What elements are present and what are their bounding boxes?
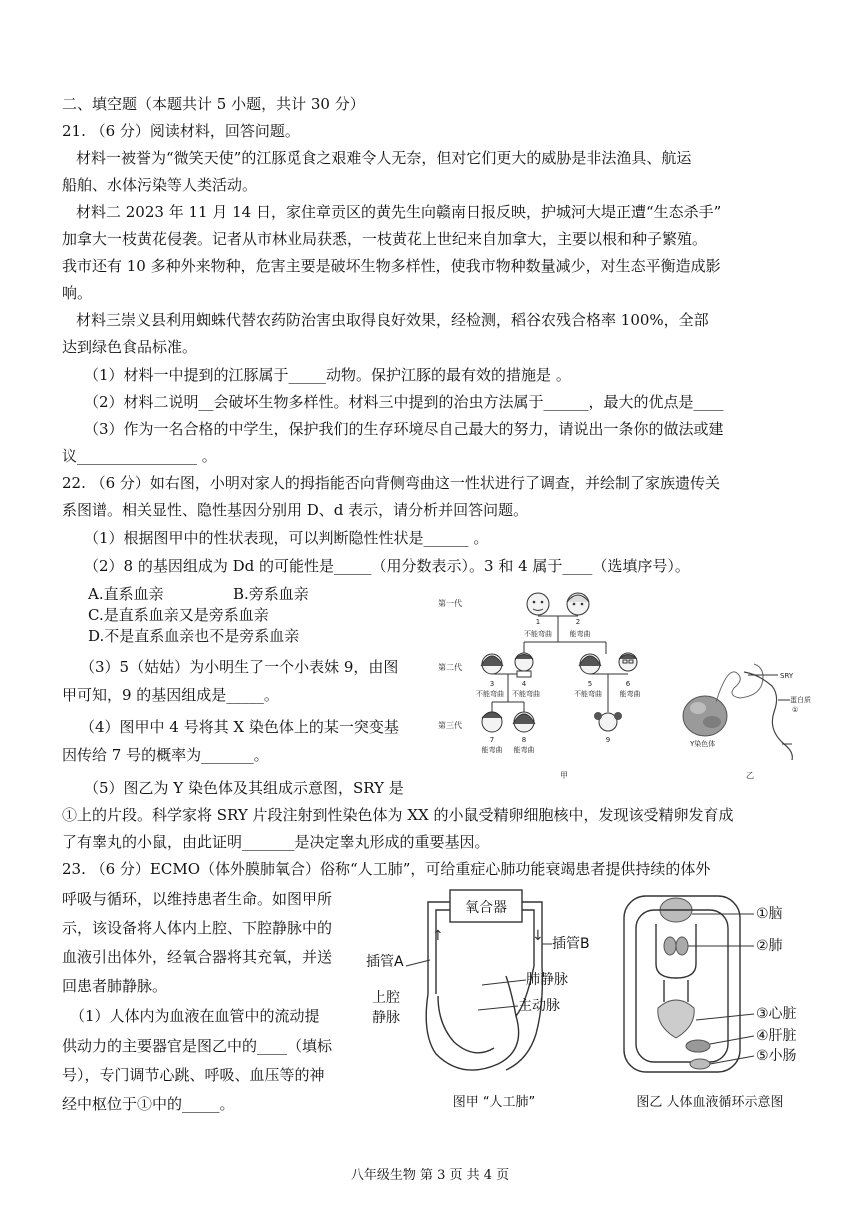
q22-sub5-line3: 了有睾丸的小鼠，由此证明_______是决定睾丸形成的重要基因。 [62, 833, 490, 851]
liver-icon [686, 1040, 710, 1052]
trait-1: 不能弯曲 [524, 630, 552, 638]
sry-label: SRY [780, 672, 794, 680]
q21-stem: 21. （6 分）阅读材料，回答问题。 [62, 122, 300, 140]
circulation-figure [604, 884, 820, 1124]
label-6: 6 [625, 680, 631, 688]
y-chromosome-icon [683, 696, 727, 736]
svc-label-line1: 上腔 [372, 990, 400, 1006]
intestine-icon [690, 1059, 710, 1069]
q21-sub1: （1）材料一中提到的江豚属于_____动物。保护江豚的最有效的措施是 。 [84, 366, 571, 384]
lung-label: ②肺 [756, 938, 783, 954]
page-footer: 八年级生物 第 3 页 共 4 页 [350, 1168, 510, 1183]
intestine-label: ⑤小肠 [756, 1048, 797, 1064]
trait-6: 能弯曲 [619, 690, 641, 698]
tube-b-label: 插管B [552, 936, 590, 952]
section-title: 二、填空题（本题共计 5 小题，共计 30 分） [62, 95, 365, 113]
q22-sub3-line2: 甲可知，9 的基因组成是_____。 [62, 686, 279, 704]
q22-sub5-line1: （5）图乙为 Y 染色体及其组成示意图，SRY 是 [84, 779, 404, 797]
q23-sub1-line4: 经中枢位于①中的_____。 [62, 1095, 235, 1113]
ecmo-caption: 图甲 “人工肺” [452, 1095, 536, 1110]
q21-material3-line1: 材料三崇义县利用蜘蛛代替农药防治害虫取得良好效果，经检测，稻谷农残合格率 100%，全部 [76, 311, 709, 329]
trait-5: 不能弯曲 [574, 690, 602, 698]
person-5-icon [579, 654, 601, 674]
q22-sub3-line1: （3）5（姑姑）为小明生了一个小表妹 9，由图 [80, 658, 399, 676]
q21-material2-line3: 我市还有 10 多种外来物种，危害主要是破坏生物多样性，使我市物种数量减少，对生态平衡造成影 [62, 257, 721, 275]
person-8-icon [513, 712, 535, 732]
protein-label: 蛋白质 [790, 696, 811, 704]
circle1-label: ① [792, 706, 799, 714]
ychrom-label: Y染色体 [690, 740, 716, 748]
q22-sub4-line1: （4）图甲中 4 号将其 X 染色体上的某一突变基 [80, 718, 399, 736]
label-1: 1 [535, 618, 541, 626]
circulation-caption: 图乙 人体血液循环示意图 [636, 1095, 784, 1110]
gen1-label: 第一代 [438, 599, 462, 608]
q23-para-line2: 示，该设备将人体内上腔、下腔静脉中的 [62, 919, 333, 937]
person-4-icon [515, 653, 533, 677]
label-2: 2 [575, 618, 581, 626]
label-3: 3 [489, 680, 495, 688]
oxygenator-label: 氧合器 [465, 900, 507, 916]
q22-sub2: （2）8 的基因组成为 Dd 的可能性是_____（用分数表示）。3 和 4 属于____（选填序号）。 [84, 557, 690, 575]
gen3-label: 第三代 [438, 721, 462, 730]
q21-material2-line2: 加拿大一枝黄花侵袭。记者从市林业局获悉，一枝黄花上世纪来自加拿大，主要以根和种子繁殖。 [62, 230, 708, 248]
dna-strand [716, 664, 763, 702]
svc-label-line2: 静脉 [372, 1010, 400, 1026]
arrow-up-icon: ↑ [432, 928, 444, 944]
arrow-down-icon: ↓ [532, 928, 544, 944]
q22-sub5-line2: ①上的片段。科学家将 SRY 片段注射到性染色体为 XX 的小鼠受精卵细胞核中，发现该受精卵发育成 [62, 806, 734, 824]
q21-sub3-line1: （3）作为一名合格的中学生，保护我们的生存环境尽自己最大的努力，请说出一条你的做法或建 [84, 420, 724, 438]
person-7-icon [482, 712, 502, 732]
person-1-icon [527, 593, 549, 615]
label-9: 9 [605, 736, 611, 744]
sry-segment [744, 672, 792, 760]
caption-jia: 甲 [560, 771, 568, 780]
label-5: 5 [587, 680, 593, 688]
q22-sub1: （1）根据图甲中的性状表现，可以判断隐性性状是______ 。 [84, 529, 489, 547]
q23-sub1-line3: 号），专门调节心跳、呼吸、血压等的神 [62, 1066, 325, 1084]
q22-option-a: A.直系血亲 [88, 585, 164, 603]
q22-option-c: C.是直系血亲又是旁系血亲 [88, 606, 269, 624]
ecmo-figure [366, 884, 598, 1124]
q23-para-line1: 呼吸与循环，以维持患者生命。如图甲所 [62, 890, 333, 908]
q23-stem: 23. （6 分）ECMO（体外膜肺氧合）俗称“人工肺”，可给重症心肺功能衰竭患者提供持续的体外 [62, 860, 711, 878]
label-8: 8 [521, 736, 527, 744]
trait-7: 能弯曲 [481, 746, 503, 754]
caption-yi: 乙 [746, 771, 754, 780]
liver-label: ④肝脏 [756, 1028, 797, 1044]
q22-sub4-line2: 因传给 7 号的概率为_______。 [62, 746, 269, 764]
gen2-label: 第二代 [438, 663, 462, 672]
q21-sub3-line2: 议________________ 。 [62, 447, 217, 465]
q21-material1-line1: 材料一被誉为“微笑天使”的江豚觅食之艰难令人无奈，但对它们更大的威胁是非法渔具、航运 [76, 149, 692, 167]
q21-sub2: （2）材料二说明__会破坏生物多样性。材料三中提到的治虫方法属于______，最大的优点是____ [84, 393, 724, 411]
trait-3: 不能弯曲 [476, 690, 504, 698]
q21-material2-line1: 材料二 2023 年 11 月 14 日，家住章贡区的黄先生向赣南日报反映，护城河大堤正遭“生态杀手” [76, 203, 722, 221]
q22-stem-line2: 系图谱。相关显性、隐性基因分别用 D、d 表示，请分析并回答问题。 [62, 501, 529, 519]
aorta-label: 主动脉 [518, 998, 560, 1014]
pulmonary-vein-label: 肺静脉 [526, 972, 568, 988]
lung-icon [664, 937, 688, 955]
trait-4: 不能弯曲 [512, 690, 540, 698]
q21-material2-line4: 响。 [62, 284, 93, 302]
person-3-icon [481, 654, 503, 674]
label-7: 7 [489, 736, 495, 744]
q22-figure [428, 584, 820, 784]
trait-2: 能弯曲 [569, 630, 591, 638]
q23-sub1-line1: （1）人体内为血液在血管中的流动提 [70, 1007, 320, 1025]
person-9-icon [594, 712, 622, 731]
q21-material1-line2: 船舶、水体污染等人类活动。 [62, 176, 258, 194]
person-2-icon [567, 593, 589, 615]
brain-label: ①脑 [756, 906, 783, 922]
q22-option-b: B.旁系血亲 [233, 585, 309, 603]
heart-icon [658, 1000, 694, 1038]
q23-para-line4: 回患者肺静脉。 [62, 977, 168, 995]
trait-8: 能弯曲 [513, 746, 535, 754]
q23-sub1-line2: 供动力的主要器官是图乙中的____（填标 [62, 1037, 333, 1055]
tube-a-label: 插管A [366, 954, 404, 970]
label-4: 4 [521, 680, 527, 688]
q22-option-d: D.不是直系血亲也不是旁系血亲 [88, 627, 300, 645]
person-6-icon [619, 653, 637, 671]
q21-material3-line2: 达到绿色食品标准。 [62, 338, 198, 356]
heart-label: ③心脏 [756, 1006, 797, 1022]
q22-stem-line1: 22. （6 分）如右图，小明对家人的拇指能否向背侧弯曲这一性状进行了调查，并绘制了家族遗传关 [62, 474, 720, 492]
q23-para-line3: 血液引出体外，经氧合器将其充氧，并送 [62, 948, 333, 966]
